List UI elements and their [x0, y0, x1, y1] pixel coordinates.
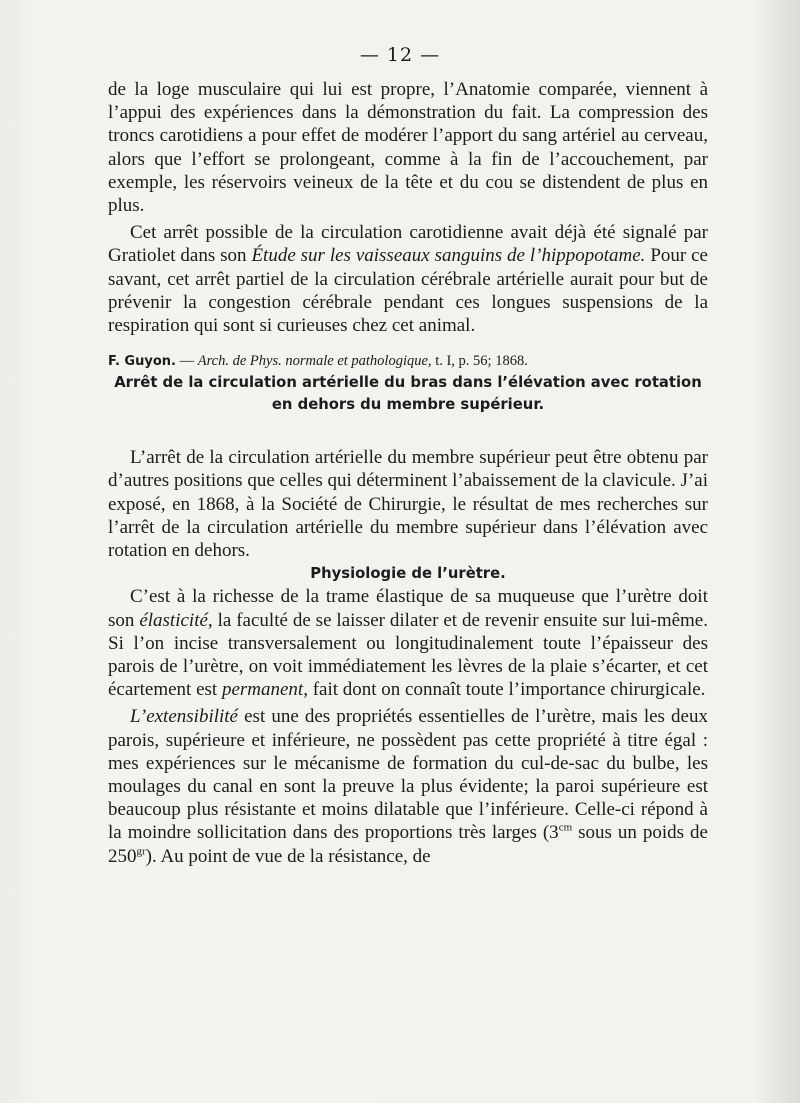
- section-heading-uretre: Physiologie de l’urètre.: [310, 565, 506, 583]
- paragraph-gratiolet: [108, 221, 708, 337]
- citation-reference: t. I, p. 56; 1868.: [431, 353, 528, 370]
- paragraph-text: ). Au point de vue de la résistance, de: [145, 845, 431, 867]
- paragraph-text: sous un poids de 250: [108, 822, 708, 867]
- unit-superscript: cm: [558, 822, 573, 835]
- paragraph-anatomie: de la loge musculaire qui lui est propre, l’Anatomie comparée, viennent à l’appui des expériences dans la démonstration du fait. La compression des troncs carotidiens a pour effet de modérer l’apport du sang artériel au cerveau, alors que l’effort se prolongeant, comme à la fin de l’accouchement, par exemple, les réservoirs veineux de la tête et du cou se distendent de plus en plus.: [108, 79, 708, 217]
- term-permanent: permanent,: [221, 679, 308, 701]
- book-title: Étude sur les vaisseaux sanguins de l’hippopotame.: [251, 245, 646, 267]
- citation-dash: —: [175, 353, 198, 370]
- paragraph-text: la faculté de se laisser dilater et de revenir ensuite sur lui-même. Si l’on incise transversalement ou longitudinalement toute l’épaisseur des parois de l’urètre, on voit immédiatement les lèvres de la plaie s’écarter, et cet écartement est: [108, 609, 708, 701]
- citation-source: Arch. de Phys. normale et pathologique,: [197, 353, 432, 370]
- unit-superscript: gr: [136, 845, 146, 858]
- paragraph-text: Cet arrêt possible de la circulation carotidienne avait déjà été signalé par Gratiolet dans son: [108, 222, 708, 267]
- paragraph-text: est une des propriétés essentielles de l’urètre, mais les deux parois, supérieure et inférieure, ne possèdent pas cette propriété à titre égal : mes expériences sur le mécanisme de formation du cul-de-sac du bulbe, les moulages du canal en sont la preuve la plus évidente; la paroi supérieure est beaucoup plus résistante et moins dilatable que l’inférieure. Celle-ci répond à la moindre sollicitation dans des proportions très larges (3: [108, 706, 708, 844]
- term-extensibilite: L’extensibilité: [130, 706, 238, 728]
- term-elasticite: élasticité,: [139, 609, 213, 631]
- paragraph-elasticite: [108, 585, 708, 701]
- paragraph-text: C’est à la richesse de la trame élastique de sa muqueuse que l’urètre doit son: [108, 586, 708, 631]
- citation-author: F. Guyon.: [108, 354, 176, 370]
- page-number: — 12 —: [359, 44, 441, 66]
- text-column: [108, 78, 708, 868]
- section-heading-arret: Arrêt de la circulation artérielle du bras dans l’élévation avec rotation en dehors du membre supérieur.: [114, 374, 702, 414]
- citation: [108, 351, 708, 372]
- paragraph-text: fait dont on connaît toute l’importance chirurgicale.: [307, 679, 706, 701]
- paragraph-text: Pour ce savant, cet arrêt partiel de la circulation cérébrale artérielle aurait pour but de prévenir la congestion cérébrale pendant ces longues suspensions de la respiration qui sont si curieuses chez cet animal.: [108, 245, 708, 337]
- paragraph-extensibilite: [108, 705, 708, 867]
- paragraph-membre-superieur: L’arrêt de la circulation artérielle du membre supérieur peut être obtenu par d’autres positions que celles qui déterminent l’abaissement de la clavicule. J’ai exposé, en 1868, à la Société de Chirurgie, le résultat de mes recherches sur l’arrêt de la circulation artérielle du membre supérieur dans l’élévation avec rotation en dehors.: [108, 447, 708, 562]
